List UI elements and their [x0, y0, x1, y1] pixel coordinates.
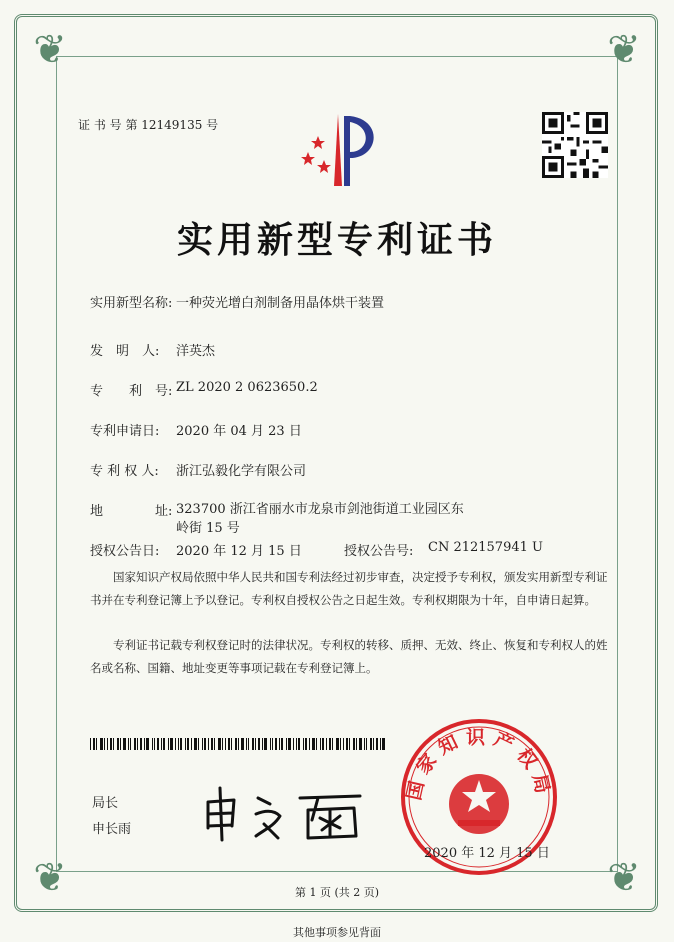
field-value: 2020 年 04 月 23 日	[176, 424, 302, 439]
back-note: 其他事项参见背面	[293, 926, 381, 939]
director-title: 局长	[92, 796, 119, 811]
field-value: 浙江弘毅化学有限公司	[176, 464, 307, 479]
field-label: 授权公告号:	[344, 544, 414, 559]
field-label: 专 利 权 人:	[90, 464, 159, 479]
field-application-date	[90, 420, 302, 439]
field-address	[90, 500, 476, 538]
field-value: CN 212157941 U	[428, 540, 543, 555]
field-value: 一种荧光增白剂制备用晶体烘干装置	[176, 296, 385, 311]
corner-ornament-icon: ❦	[33, 855, 67, 901]
page-number: 第 1 页 (共 2 页)	[294, 886, 380, 899]
field-label: 授权公告日:	[90, 544, 160, 559]
field-label: 实用新型名称:	[90, 296, 173, 311]
field-inventor	[90, 340, 215, 359]
field-patentee	[90, 460, 306, 479]
field-label: 专利申请日:	[90, 424, 160, 439]
field-patent-number	[90, 380, 318, 399]
certificate-title: 实用新型专利证书	[176, 219, 497, 261]
director-name: 申长雨	[92, 822, 132, 837]
seal-text: 国家知识产权局	[403, 727, 555, 803]
field-label: 发 明 人:	[90, 344, 160, 359]
field-value: 洋英杰	[176, 344, 216, 359]
patent-office-logo-icon	[284, 108, 394, 188]
field-label: 地 址:	[90, 504, 173, 519]
corner-ornament-icon: ❦	[607, 27, 641, 73]
field-value: 323700 浙江省丽水市龙泉市剑池街道工业园区东岭街 15 号	[176, 502, 464, 536]
barcode	[90, 738, 390, 750]
field-grant-date	[90, 540, 302, 559]
certificate-number: 证 书 号 第 12149135 号	[78, 118, 219, 132]
field-utility-model-name	[90, 292, 384, 311]
seal-date: 2020 年 12 月 15 日	[424, 846, 550, 861]
field-value: ZL 2020 2 0623650.2	[176, 380, 318, 395]
field-grant-number	[344, 540, 543, 559]
qr-code	[542, 112, 608, 178]
legal-status-paragraph: 专利证书记载专利权登记时的法律状况。专利权的转移、质押、无效、终止、恢复和专利权人的姓名或名称、国籍、地址变更等事项记载在专利登记簿上。	[90, 638, 608, 675]
field-label: 专 利 号:	[90, 384, 173, 399]
field-value: 2020 年 12 月 15 日	[176, 544, 302, 559]
director-signature	[200, 780, 370, 844]
grant-statement-paragraph: 国家知识产权局依照中华人民共和国专利法经过初步审查，决定授予专利权，颁发实用新型专利证书并在专利登记簿上予以登记。专利权自授权公告之日起生效。专利权期限为十年，自申请日起算。	[90, 570, 608, 607]
corner-ornament-icon: ❦	[607, 855, 641, 901]
corner-ornament-icon: ❦	[33, 27, 67, 73]
